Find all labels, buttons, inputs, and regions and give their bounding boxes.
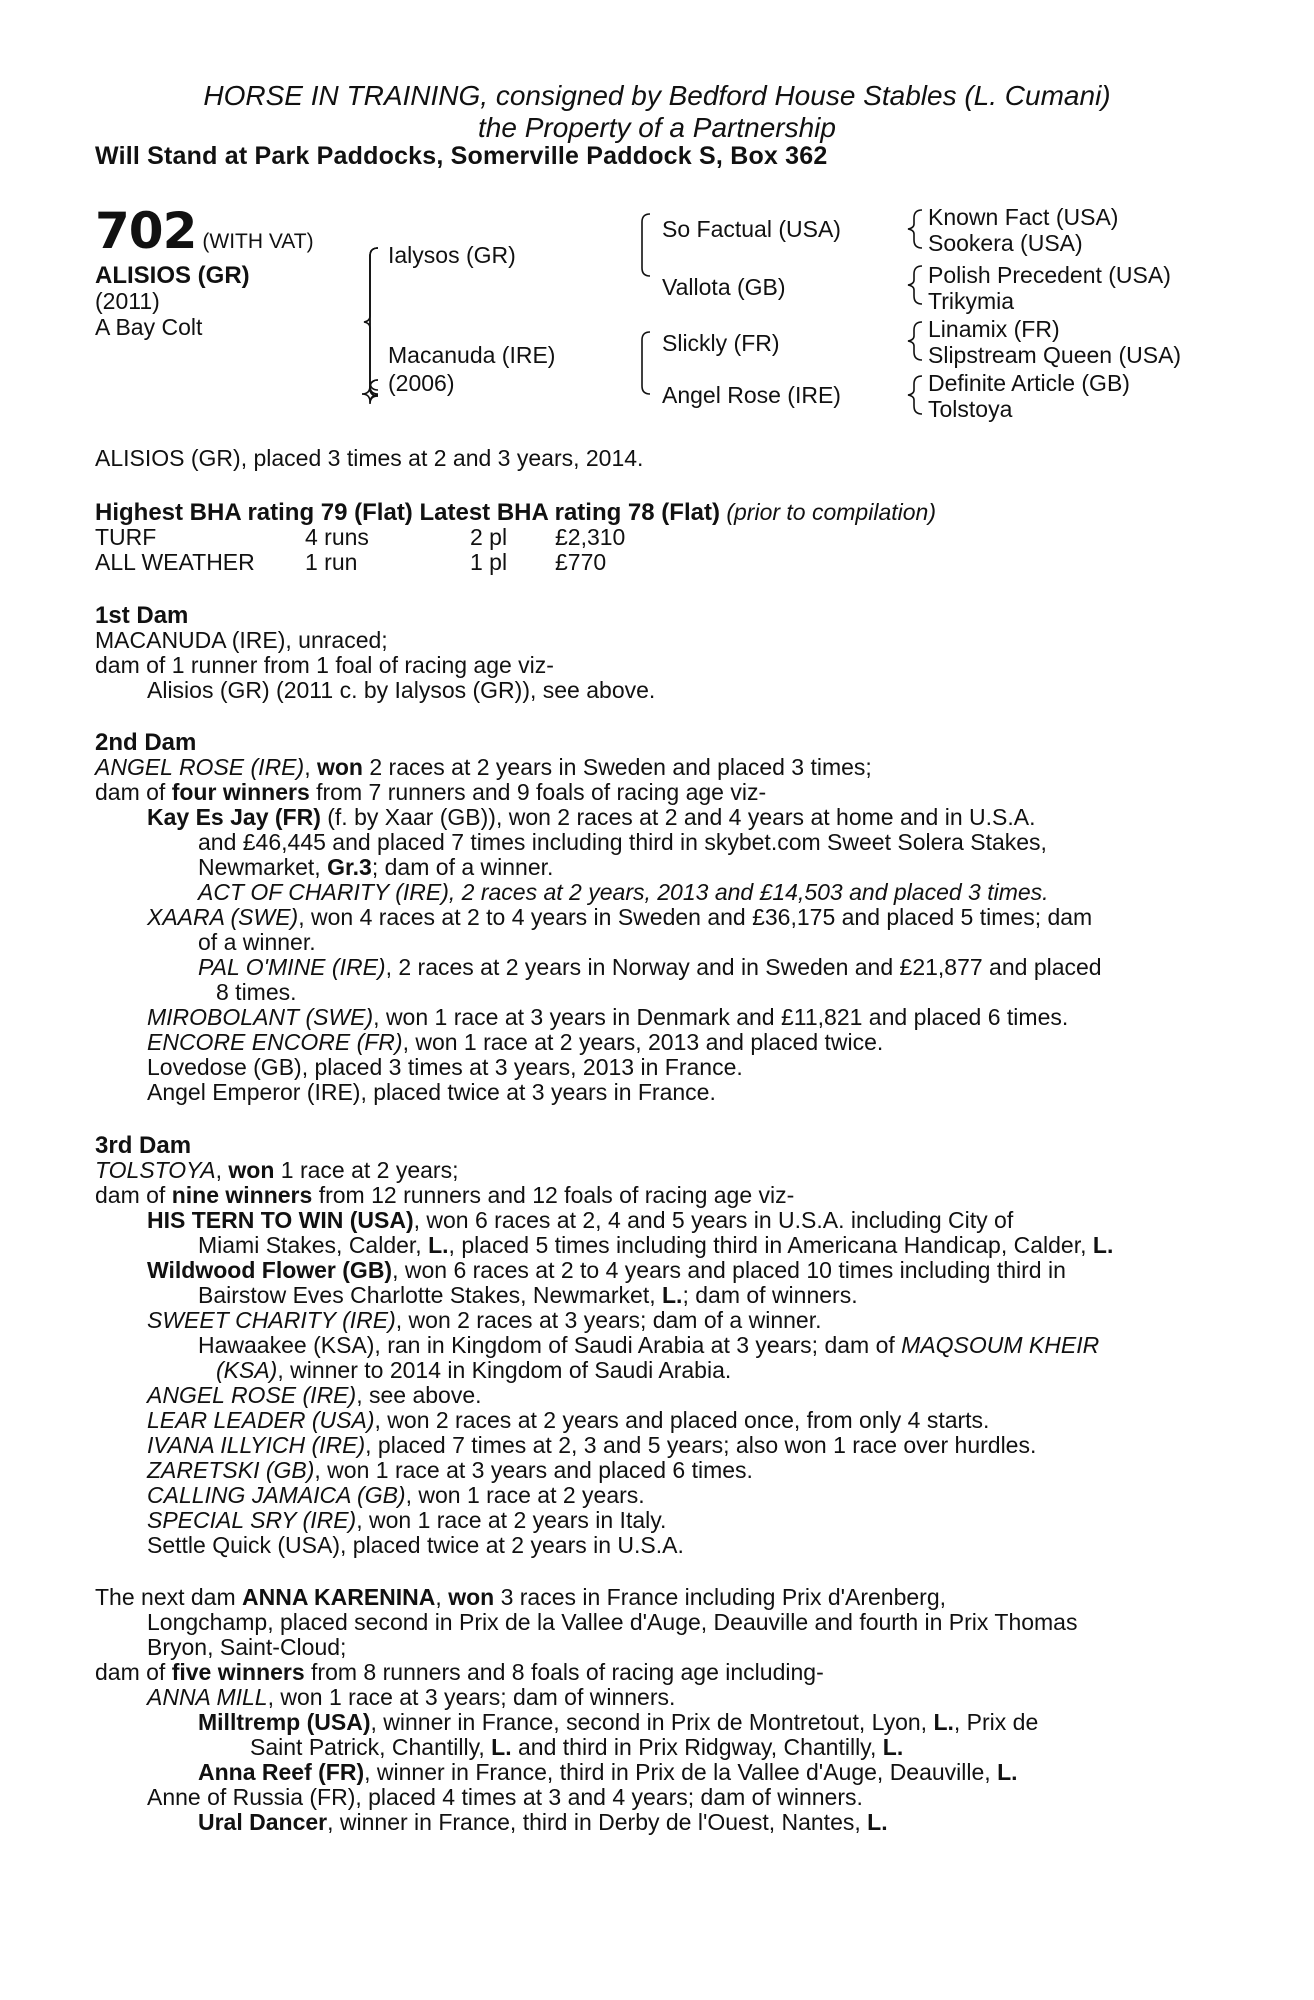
dam1-line3: Alisios (GR) (2011 c. by Ialysos (GR)), see above. <box>147 677 656 703</box>
text: , 2 races at 2 years, 2013 and £14,503 and placed 3 times. <box>448 879 1049 905</box>
text: , won 1 race at 3 years and placed 6 times. <box>314 1457 753 1483</box>
dam3-line12 <box>147 1433 1036 1459</box>
progeny-name: SWEET CHARITY (IRE) <box>147 1307 396 1333</box>
progeny-name: ANNA MILL <box>147 1684 268 1710</box>
text: , won 1 race at 2 years. <box>405 1482 645 1508</box>
dam-name: ANGEL ROSE (IRE) <box>95 754 305 780</box>
progeny-name: Wildwood Flower (GB) <box>147 1257 393 1283</box>
dam2-line8: of a winner. <box>198 929 316 955</box>
listed-bold: L. <box>491 1734 512 1760</box>
listed-bold: L. <box>933 1709 954 1735</box>
nextdam-line7 <box>250 1735 903 1761</box>
row-placed: 1 pl <box>470 549 508 575</box>
progeny-name: ANGEL ROSE (IRE) <box>147 1382 357 1408</box>
progeny-name: MAQSOUM KHEIR <box>901 1332 1100 1358</box>
text: (f. by Xaar (GB)), won 2 races at 2 and 4 years at home and in U.S.A. <box>320 804 1036 830</box>
text: , winner in France, second in Prix de Montretout, Lyon, <box>370 1709 934 1735</box>
consignor-line: HORSE IN TRAINING, consigned by Bedford House Stables (L. Cumani) <box>203 80 1111 111</box>
ratings-note: (prior to compilation) <box>726 499 936 525</box>
progeny-name: SPECIAL SRY (IRE) <box>147 1507 357 1533</box>
row-amount: £2,310 <box>555 524 626 550</box>
dam3-line5 <box>147 1258 1066 1284</box>
ggp-3: Polish Precedent (USA) <box>928 262 1171 288</box>
nextdam-line9: Anne of Russia (FR), placed 4 times at 3 and 4 years; dam of winners. <box>147 1784 863 1810</box>
progeny-name: XAARA (SWE) <box>147 904 299 930</box>
progeny-name: LEAR LEADER (USA) <box>147 1407 375 1433</box>
text: , <box>435 1584 449 1610</box>
dam2-line6 <box>198 880 1049 906</box>
won-bold: won <box>448 1584 495 1610</box>
ggp-7: Definite Article (GB) <box>928 370 1130 396</box>
ratings-row-turf <box>95 525 625 551</box>
text: Miami Stakes, Calder, <box>198 1232 429 1258</box>
dam3-line14 <box>147 1483 645 1509</box>
ggp-1: Known Fact (USA) <box>928 204 1119 230</box>
listed-bold: L. <box>867 1809 888 1835</box>
nextdam-line1 <box>95 1585 946 1611</box>
dam2-line13: Lovedose (GB), placed 3 times at 3 years, 2013 in France. <box>147 1054 743 1080</box>
dam3-line2 <box>95 1183 794 1209</box>
text: dam of <box>95 1659 172 1685</box>
dam1-heading: 1st Dam <box>95 602 189 629</box>
ggp-2: Sookera (USA) <box>928 230 1083 256</box>
text: from 12 runners and 12 foals of racing age viz- <box>312 1182 795 1208</box>
dam1-line1: MACANUDA (IRE), unraced; <box>95 627 388 653</box>
lot-number: 702 <box>95 202 197 260</box>
progeny-name: Ural Dancer <box>198 1809 328 1835</box>
dam3-line8 <box>198 1333 1099 1359</box>
row-runs: 4 runs <box>305 524 369 550</box>
listed-bold: L. <box>882 1734 904 1760</box>
dam-year: (2006) <box>388 370 455 396</box>
dam-dam: Angel Rose (IRE) <box>662 382 841 408</box>
ratings-row-aw <box>95 550 606 576</box>
dam3-line1 <box>95 1158 458 1184</box>
row-surface: TURF <box>95 524 157 550</box>
dam2-line1 <box>95 755 872 781</box>
progeny-name: CALLING JAMAICA (GB) <box>147 1482 406 1508</box>
dam3-line6 <box>198 1283 858 1309</box>
text: 1 race at 2 years; <box>274 1157 459 1183</box>
ggp-4: Trikymia <box>928 288 1015 314</box>
text: , winner to 2014 in Kingdom of Saudi Arabia. <box>277 1357 732 1383</box>
nextdam-line6 <box>198 1710 1038 1736</box>
dam2-line11 <box>147 1005 1068 1031</box>
dam2-line14: Angel Emperor (IRE), placed twice at 3 years in France. <box>147 1079 716 1105</box>
row-amount: £770 <box>555 549 607 575</box>
dam3-line9 <box>216 1358 731 1384</box>
listed-bold: L. <box>997 1759 1018 1785</box>
dam-sire: Slickly (FR) <box>662 330 780 356</box>
text: , won 1 race at 2 years in Italy. <box>356 1507 667 1533</box>
nextdam-line8 <box>198 1760 1018 1786</box>
progeny-name: IVANA ILLYICH (IRE) <box>147 1432 366 1458</box>
dam-name: ANNA KARENINA <box>242 1584 436 1610</box>
progeny-name: ENCORE ENCORE (FR) <box>147 1029 403 1055</box>
text: The next dam <box>95 1584 243 1610</box>
ggp-8: Tolstoya <box>928 396 1013 422</box>
dam2-line3 <box>147 805 1035 831</box>
horse-year: (2011) <box>95 288 160 314</box>
dam2-line4: and £46,445 and placed 7 times including third in skybet.com Sweet Solera Stakes, <box>198 829 1047 855</box>
sire-dam: Vallota (GB) <box>662 274 786 300</box>
dam3-heading: 3rd Dam <box>95 1132 192 1159</box>
progeny-name: Kay Es Jay (FR) <box>147 804 321 830</box>
dam3-line3 <box>147 1208 1013 1234</box>
dam3-line11 <box>147 1408 989 1434</box>
winners-bold: five winners <box>171 1659 305 1685</box>
text: ; dam of winners. <box>682 1282 858 1308</box>
dam-name: TOLSTOYA <box>95 1157 216 1183</box>
owner-line: the Property of a Partnership <box>478 112 836 143</box>
progeny-name: ACT OF CHARITY (IRE) <box>198 879 449 905</box>
winners-bold: four winners <box>171 779 310 805</box>
horse-name: ALISIOS (GR) <box>95 262 250 289</box>
ggp-6: Slipstream Queen (USA) <box>928 342 1182 368</box>
progeny-name: Anna Reef (FR) <box>198 1759 365 1785</box>
nextdam-line3: Bryon, Saint-Cloud; <box>147 1634 347 1660</box>
dam2-line2 <box>95 780 766 806</box>
progeny-name: ZARETSKI (GB) <box>147 1457 315 1483</box>
won-bold: won <box>316 754 363 780</box>
text: from 8 runners and 8 foals of racing age including- <box>304 1659 824 1685</box>
text: and third in Prix Ridgway, Chantilly, <box>511 1734 883 1760</box>
text: , winner in France, third in Derby de l'Ouest, Nantes, <box>327 1809 868 1835</box>
nextdam-line10 <box>198 1810 888 1836</box>
text: , 2 races at 2 years in Norway and in Sweden and £21,877 and placed <box>385 954 1102 980</box>
dam2-line7 <box>147 905 1092 931</box>
text: Newmarket, <box>198 854 328 880</box>
text: , won 4 races at 2 to 4 years in Sweden and £36,175 and placed 5 times; dam <box>298 904 1093 930</box>
text: from 7 runners and 9 foals of racing age viz- <box>309 779 767 805</box>
nextdam-line5 <box>147 1685 675 1711</box>
ggp-5: Linamix (FR) <box>928 316 1060 342</box>
row-placed: 2 pl <box>470 524 508 550</box>
listed-bold: L. <box>1092 1232 1114 1258</box>
ratings-line <box>95 500 936 526</box>
text: , <box>304 754 317 780</box>
dam-name: Macanuda (IRE) <box>388 342 556 368</box>
nextdam-line4 <box>95 1660 824 1686</box>
dam3-line13 <box>147 1458 753 1484</box>
listed-bold: L. <box>662 1282 683 1308</box>
won-bold: won <box>228 1157 275 1183</box>
text: , won 2 races at 2 years and placed once, from only 4 starts. <box>374 1407 990 1433</box>
text: Saint Patrick, Chantilly, <box>250 1734 492 1760</box>
winners-bold: nine winners <box>171 1182 313 1208</box>
text: , won 6 races at 2 to 4 years and placed 10 times including third in <box>392 1257 1066 1283</box>
horse-description: A Bay Colt <box>95 314 203 340</box>
text: , winner in France, third in Prix de la Vallee d'Auge, Deauville, <box>364 1759 998 1785</box>
dam2-line12 <box>147 1030 883 1056</box>
dam1-line2: dam of 1 runner from 1 foal of racing age viz- <box>95 652 554 678</box>
text: , placed 7 times at 2, 3 and 5 years; also won 1 race over hurdles. <box>365 1432 1037 1458</box>
text: Bairstow Eves Charlotte Stakes, Newmarket, <box>198 1282 662 1308</box>
dam3-line15 <box>147 1508 666 1534</box>
dam2-line5 <box>198 855 553 881</box>
dam2-line9 <box>198 955 1102 981</box>
text: Hawaakee (KSA), ran in Kingdom of Saudi Arabia at 3 years; dam of <box>198 1332 902 1358</box>
ratings-bold: Highest BHA rating 79 (Flat) Latest BHA rating 78 (Flat) <box>95 499 720 526</box>
text: , won 2 races at 3 years; dam of a winner. <box>395 1307 822 1333</box>
summary-line: ALISIOS (GR), placed 3 times at 2 and 3 years, 2014. <box>95 445 644 471</box>
sire-name: Ialysos (GR) <box>388 242 516 268</box>
text: 2 races at 2 years in Sweden and placed 3 times; <box>362 754 872 780</box>
text: , Prix de <box>953 1709 1039 1735</box>
text: dam of <box>95 1182 172 1208</box>
text: ; dam of a winner. <box>371 854 554 880</box>
nextdam-line2: Longchamp, placed second in Prix de la Vallee d'Auge, Deauville and fourth in Prix Thomas <box>147 1609 1078 1635</box>
dam3-line7 <box>147 1308 821 1334</box>
dam3-line10 <box>147 1383 482 1409</box>
grade-bold: Gr.3 <box>327 854 372 880</box>
text: dam of <box>95 779 172 805</box>
row-runs: 1 run <box>305 549 358 575</box>
dam2-heading: 2nd Dam <box>95 729 197 756</box>
progeny-name: MIROBOLANT (SWE) <box>147 1004 374 1030</box>
vat-label: (WITH VAT) <box>202 230 314 253</box>
listed-bold: L. <box>428 1232 449 1258</box>
progeny-name: HIS TERN TO WIN (USA) <box>147 1207 414 1233</box>
progeny-name: PAL O'MINE (IRE) <box>198 954 386 980</box>
row-surface: ALL WEATHER <box>95 549 255 575</box>
sire-sire: So Factual (USA) <box>662 216 841 242</box>
text: , won 1 race at 2 years, 2013 and placed twice. <box>402 1029 884 1055</box>
location-line: Will Stand at Park Paddocks, Somerville Paddock S, Box 362 <box>95 142 828 170</box>
dam3-line4 <box>198 1233 1113 1259</box>
text: , won 1 race at 3 years; dam of winners. <box>267 1684 676 1710</box>
text: , won 1 race at 3 years in Denmark and £11,821 and placed 6 times. <box>373 1004 1069 1030</box>
text: , won 6 races at 2, 4 and 5 years in U.S.A. including City of <box>413 1207 1014 1233</box>
progeny-name: Milltremp (USA) <box>198 1709 371 1735</box>
text: , see above. <box>356 1382 482 1408</box>
text: , placed 5 times including third in Americana Handicap, Calder, <box>448 1232 1093 1258</box>
text: , <box>215 1157 229 1183</box>
dam3-line16: Settle Quick (USA), placed twice at 2 years in U.S.A. <box>147 1532 684 1558</box>
text: 3 races in France including Prix d'Arenberg, <box>494 1584 947 1610</box>
dam2-line10: 8 times. <box>216 979 297 1005</box>
progeny-country: (KSA) <box>216 1357 278 1383</box>
